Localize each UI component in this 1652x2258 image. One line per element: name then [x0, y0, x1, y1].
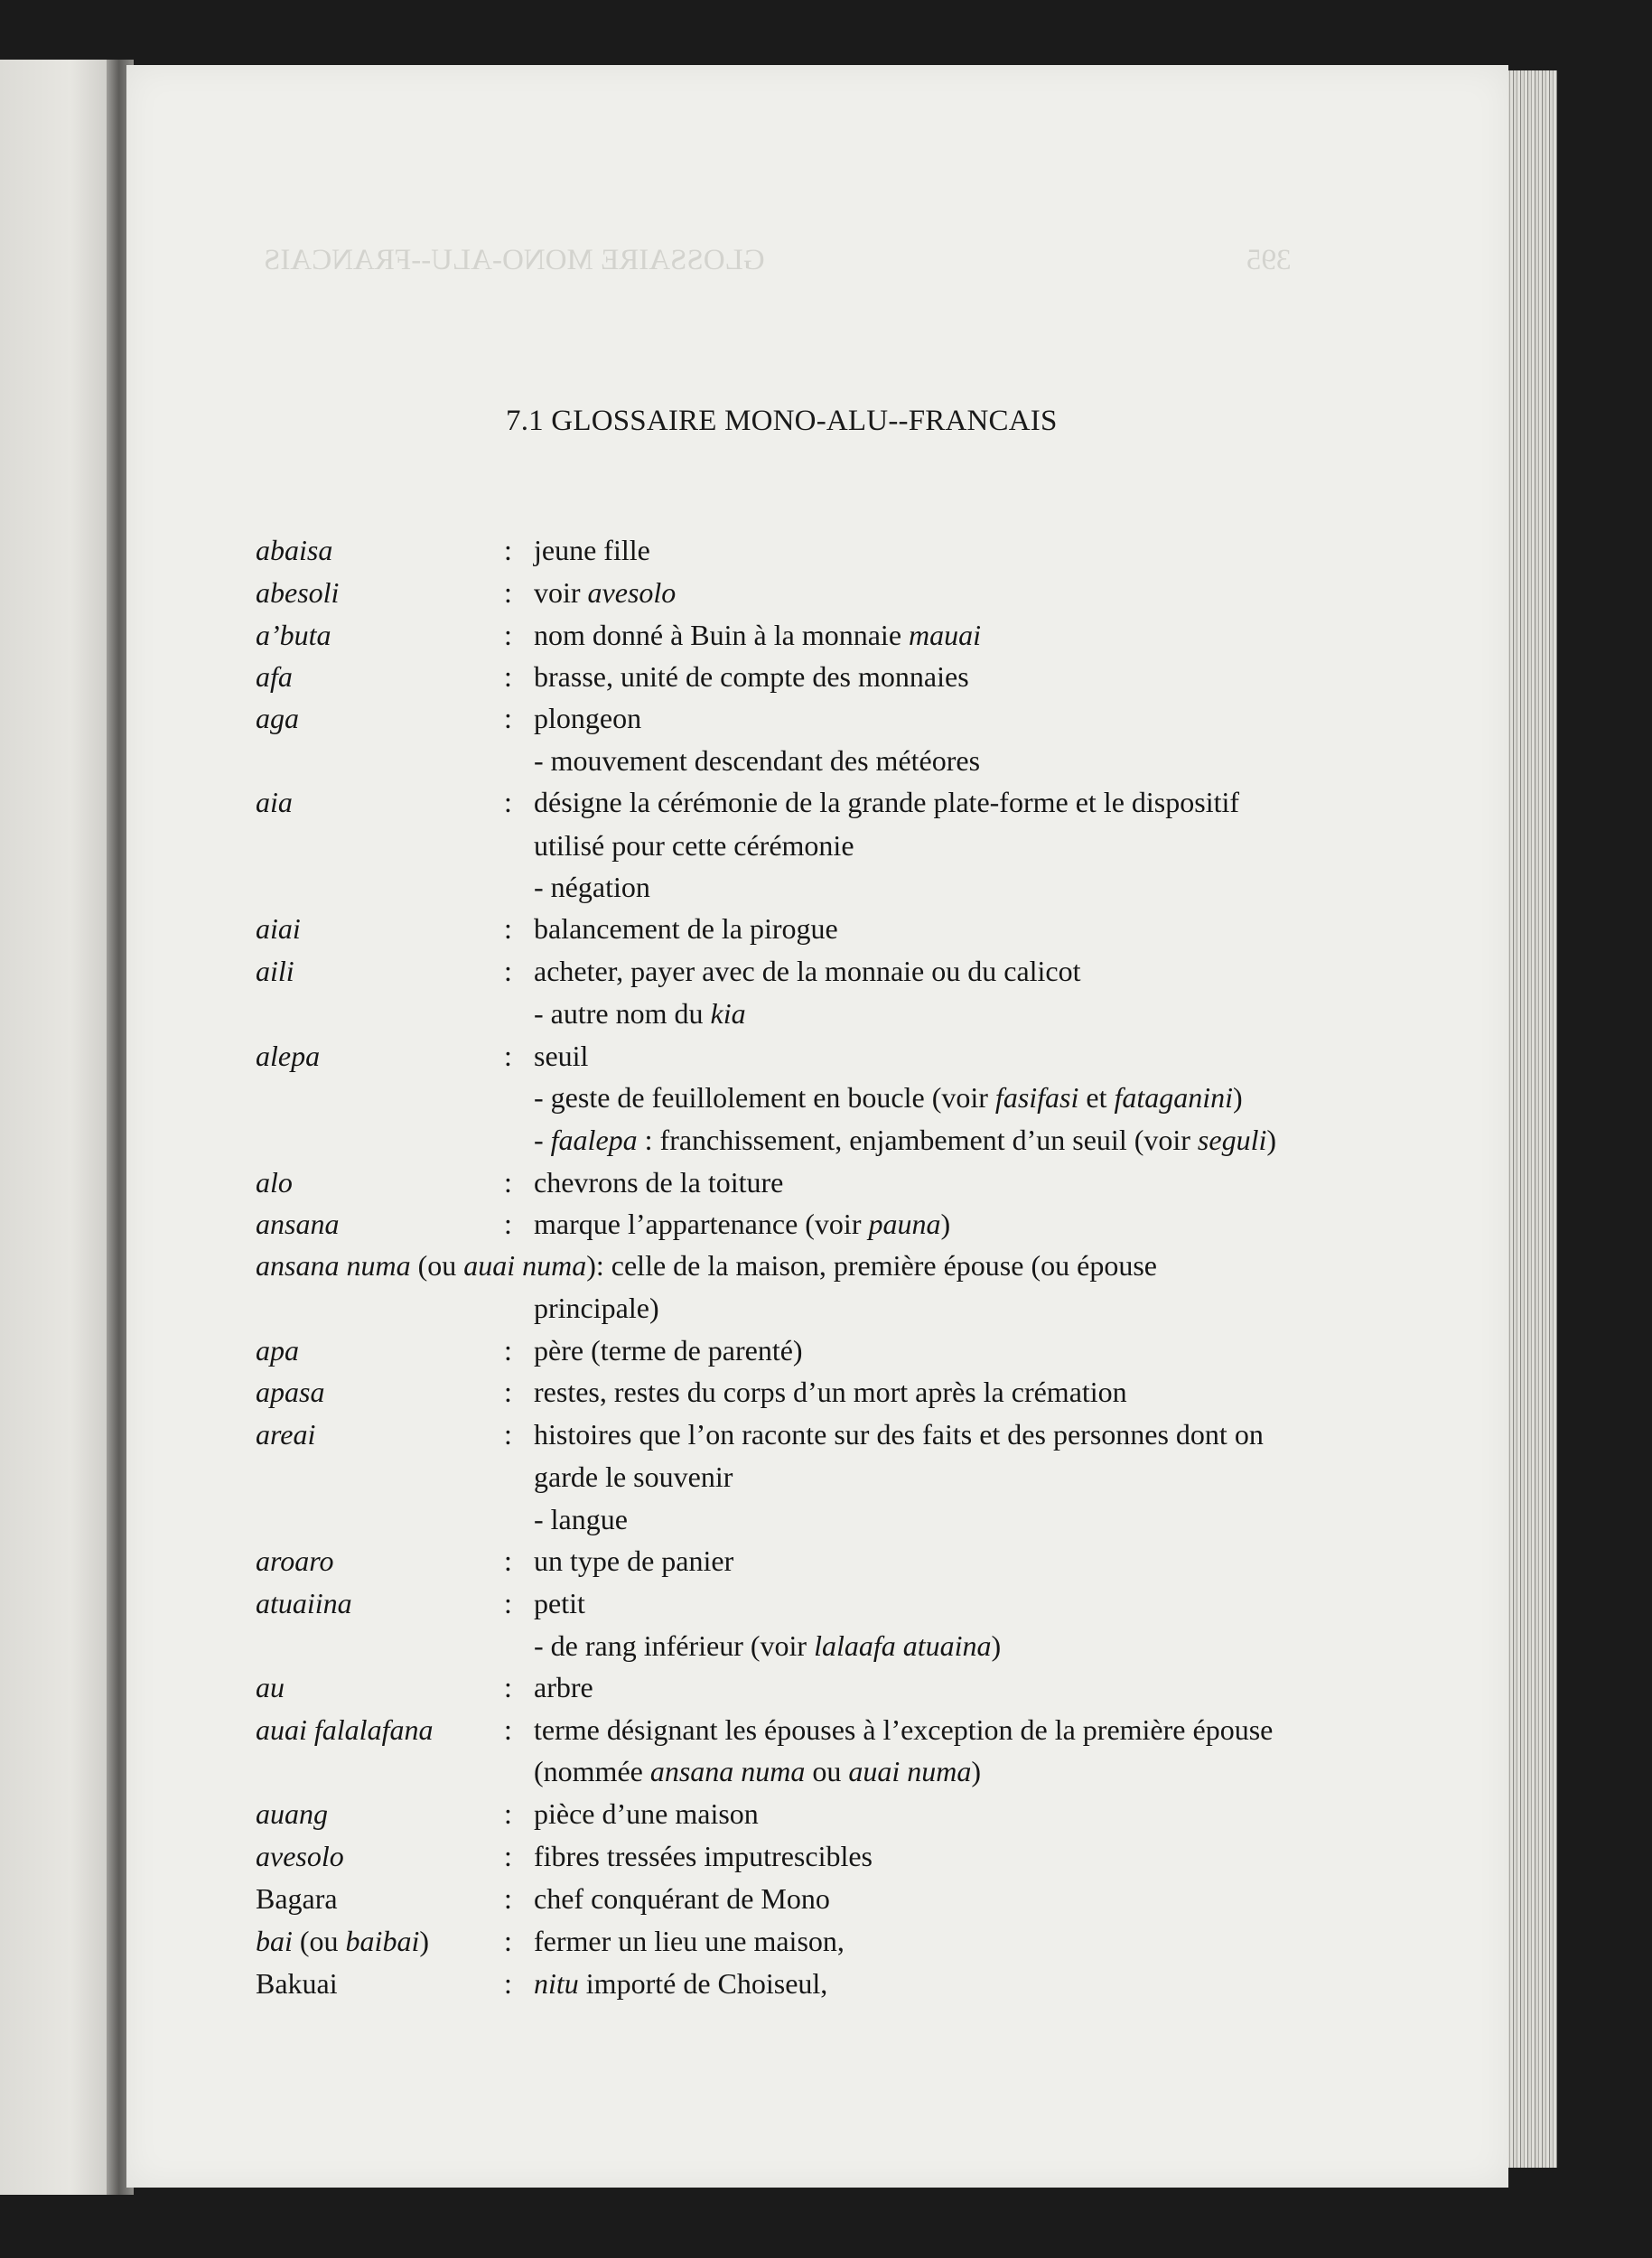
entry-term: Bagara — [256, 1882, 338, 1915]
entry-colon: : — [504, 1925, 512, 1957]
entry-definition-continuation: utilisé pour cette cérémonie — [534, 829, 854, 862]
previous-page-edge — [0, 60, 117, 2195]
entry-term: auai falalafana — [256, 1713, 434, 1746]
entry-colon: : — [504, 1587, 512, 1619]
entry-definition-continuation: (nommée ansana numa ou auai numa) — [534, 1755, 982, 1787]
entry-definition: seuil — [534, 1040, 589, 1072]
entry-definition: plongeon — [534, 702, 642, 734]
entry-term: aga — [256, 702, 299, 734]
entry-colon: : — [504, 1376, 512, 1408]
entry-colon: : — [504, 1544, 512, 1577]
entry-colon: : — [504, 619, 512, 651]
entry-definition: restes, restes du corps d’un mort après la crémation — [534, 1376, 1127, 1408]
entry-definition: un type de panier — [534, 1544, 734, 1577]
entry-definition-continuation: garde le souvenir — [534, 1460, 733, 1493]
entry-definition-continuation: - langue — [534, 1503, 628, 1535]
show-through-page-number: 395 — [1246, 244, 1292, 276]
entry-colon: : — [504, 786, 512, 818]
entry-colon: : — [504, 955, 512, 987]
entry-definition: jeune fille — [534, 534, 650, 566]
entry-definition: terme désignant les épouses à l’exception de la première épouse — [534, 1713, 1274, 1746]
entry-term: a’buta — [256, 619, 331, 651]
entry-term: aroaro — [256, 1544, 334, 1577]
entry-term: alo — [256, 1166, 293, 1199]
entry-definition: petit — [534, 1587, 585, 1619]
entry-term: alepa — [256, 1040, 321, 1072]
entry-term: aiai — [256, 912, 301, 945]
entry-colon: : — [504, 1418, 512, 1451]
entry-definition-continuation: principale) — [534, 1292, 659, 1324]
entry-colon: : — [504, 1882, 512, 1915]
entry-definition-continuation: - négation — [534, 871, 650, 903]
entry-definition: nom donné à Buin à la monnaie mauai — [534, 619, 982, 651]
entry-colon: : — [504, 912, 512, 945]
entry-term: aili — [256, 955, 294, 987]
page-stack-edges — [1507, 70, 1557, 2168]
entry-colon: : — [504, 1334, 512, 1367]
entry-definition: pièce d’une maison — [534, 1797, 759, 1830]
entry-term: aia — [256, 786, 293, 818]
entry-full-line: ansana numa (ou auai numa): celle de la maison, première épouse (ou épouse — [256, 1249, 1157, 1282]
entry-term: afa — [256, 660, 293, 693]
entry-definition: chef conquérant de Mono — [534, 1882, 830, 1915]
entry-definition: balancement de la pirogue — [534, 912, 838, 945]
page-title: 7.1 GLOSSAIRE MONO-ALU--FRANCAIS — [506, 405, 1058, 437]
entry-term: avesolo — [256, 1840, 344, 1872]
entry-definition-continuation: - de rang inférieur (voir lalaafa atuaina) — [534, 1629, 1002, 1662]
entry-definition-continuation: - geste de feuillolement en boucle (voir fasifasi et fataganini) — [534, 1081, 1243, 1114]
entry-definition: père (terme de parenté) — [534, 1334, 803, 1367]
entry-term: Bakuai — [256, 1967, 338, 2000]
entry-definition: fermer un lieu une maison, — [534, 1925, 845, 1957]
entry-definition: chevrons de la toiture — [534, 1166, 784, 1199]
entry-colon: : — [504, 1671, 512, 1703]
entry-definition: fibres tressées imputrescibles — [534, 1840, 873, 1872]
entry-colon: : — [504, 702, 512, 734]
entry-colon: : — [504, 1166, 512, 1199]
entry-colon: : — [504, 1967, 512, 2000]
entry-colon: : — [504, 1040, 512, 1072]
entry-term: ansana — [256, 1208, 340, 1240]
entry-term: apa — [256, 1334, 299, 1367]
entry-term: abesoli — [256, 576, 340, 609]
entry-definition: histoires que l’on raconte sur des faits et des personnes dont on — [534, 1418, 1264, 1451]
entry-definition: voir avesolo — [534, 576, 677, 609]
entry-term: abaisa — [256, 534, 333, 566]
entry-term: auang — [256, 1797, 328, 1830]
entry-colon: : — [504, 576, 512, 609]
entry-definition: brasse, unité de compte des monnaies — [534, 660, 969, 693]
entry-term: au — [256, 1671, 285, 1703]
entry-definition-continuation: - faalepa : franchissement, enjambement d’un seuil (voir seguli) — [534, 1124, 1276, 1156]
entry-colon: : — [504, 1840, 512, 1872]
entry-term: atuaiina — [256, 1587, 352, 1619]
entry-colon: : — [504, 1208, 512, 1240]
entry-colon: : — [504, 534, 512, 566]
show-through-heading: GLOSSAIRE MONO-ALU--FRANCAIS — [264, 244, 765, 276]
entry-term: apasa — [256, 1376, 325, 1408]
entry-term: areai — [256, 1418, 316, 1451]
entry-definition: nitu importé de Choiseul, — [534, 1967, 828, 2000]
entry-definition-continuation: - mouvement descendant des météores — [534, 744, 981, 777]
entry-term: bai (ou baibai) — [256, 1925, 429, 1957]
entry-definition: marque l’appartenance (voir pauna) — [534, 1208, 951, 1240]
entry-definition-continuation: - autre nom du kia — [534, 997, 746, 1030]
entry-definition: arbre — [534, 1671, 593, 1703]
entry-colon: : — [504, 1797, 512, 1830]
entry-definition: désigne la cérémonie de la grande plate-forme et le dispositif — [534, 786, 1240, 818]
entry-colon: : — [504, 1713, 512, 1746]
entry-colon: : — [504, 660, 512, 693]
entry-definition: acheter, payer avec de la monnaie ou du calicot — [534, 955, 1081, 987]
